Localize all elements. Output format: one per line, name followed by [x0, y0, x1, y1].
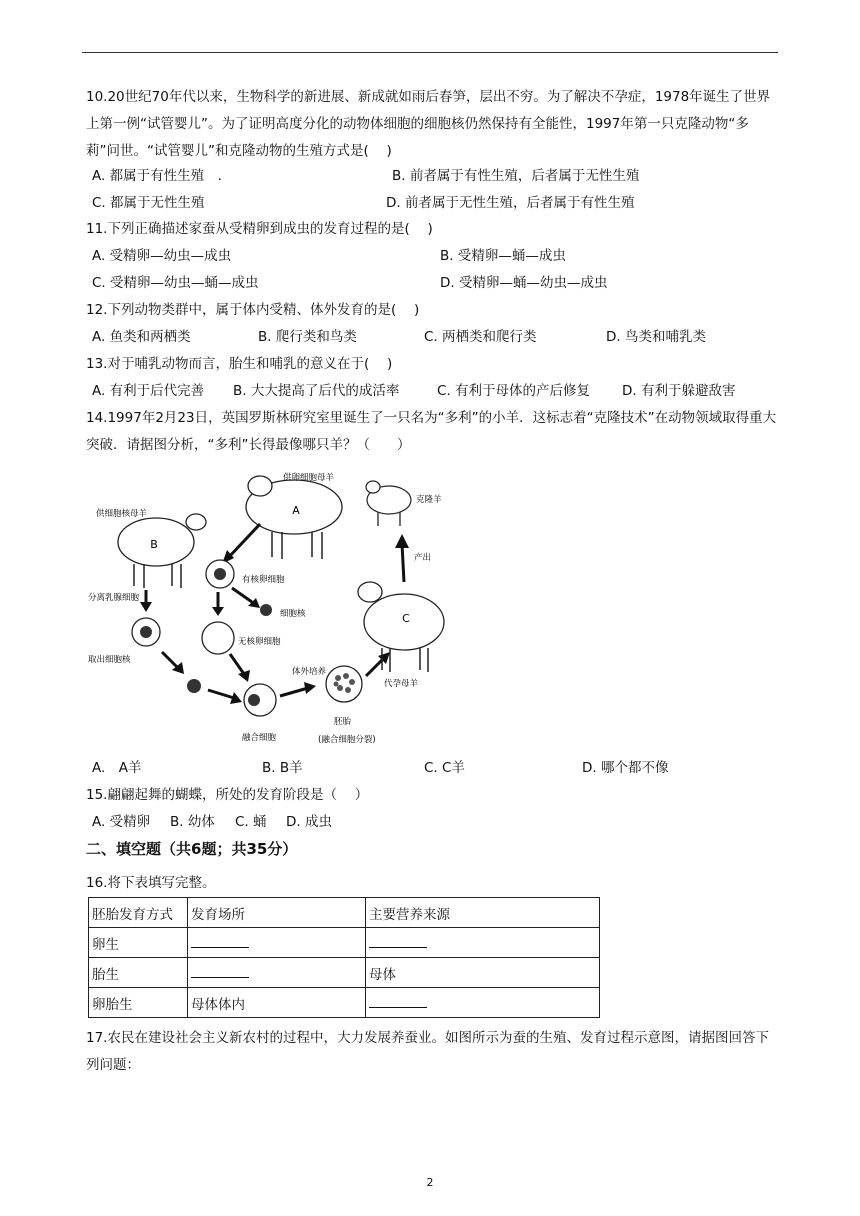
q15-option-d: D. 成虫 — [286, 814, 332, 830]
question-15-text: 15.翩翩起舞的蝴蝶，所处的发育阶段是（ ） — [86, 787, 369, 803]
birth-label: 产出 — [414, 553, 432, 563]
fill-table — [88, 897, 600, 1018]
question-13-text: 13.对于哺乳动物而言，胎生和哺乳的意义在于( ) — [86, 356, 393, 372]
table-cell: 卵生 — [89, 928, 188, 958]
table-cell: 母体体内 — [188, 988, 366, 1018]
q14-option-a: A. A羊 — [92, 760, 142, 776]
nucleus-label: 细胞核 — [280, 609, 306, 619]
clone-sheep — [366, 481, 411, 526]
answer-blank[interactable] — [366, 928, 600, 958]
question-16-text: 16.将下表填写完整。 — [86, 875, 216, 891]
answer-blank[interactable] — [366, 988, 600, 1018]
sheep-a — [246, 476, 342, 559]
question-11-text: 11.下列正确描述家蚕从受精卵到成虫的发育过程的是( ) — [86, 221, 433, 237]
q10-option-a: A. 都属于有性生殖 . — [92, 168, 222, 184]
question-14-text: 14.1997年2月23日，英国罗斯林研究室里诞生了一只名为“多利”的小羊．这标志着“克隆技术”在动物领域取得重大突破．请据图分析，“多利”长得最像哪只羊？（ ） — [86, 410, 777, 453]
surrogate-label: 代孕母羊 — [384, 679, 419, 689]
answer-blank[interactable] — [188, 958, 366, 988]
cloning-diagram — [84, 462, 464, 752]
culture-label: 体外培养 — [292, 667, 327, 677]
q12-option-a: A. 鱼类和两栖类 — [92, 329, 191, 345]
table-header-row — [89, 898, 600, 928]
q10-option-d: D. 前者属于无性生殖，后者属于有性生殖 — [386, 195, 635, 211]
mammary-cell-label: 分离乳腺细胞 — [88, 593, 140, 603]
q15-option-b: B. 幼体 — [170, 814, 215, 830]
take-nucleus-label: 取出细胞核 — [88, 655, 131, 665]
table-row — [89, 988, 600, 1018]
q10-option-b: B. 前者属于有性生殖，后者属于无性生殖 — [392, 168, 640, 184]
question-17-text: 17.农民在建设社会主义新农村的过程中，大力发展养蚕业。如图所示为蚕的生殖、发育过程示意图，请据图回答下列问题： — [86, 1030, 769, 1073]
page-number: 2 — [426, 1176, 434, 1189]
sheep-a-label: A — [292, 504, 300, 517]
q13-option-b: B. 大大提高了后代的成活率 — [233, 383, 400, 399]
q10-option-c: C. 都属于无性生殖 — [92, 195, 205, 211]
q14-option-b: B. B羊 — [262, 760, 303, 776]
q11-option-b: B. 受精卵—蛹—成虫 — [440, 248, 566, 264]
q12-option-c: C. 两栖类和爬行类 — [424, 329, 537, 345]
table-row — [89, 928, 600, 958]
question-10-text: 10.20世纪70年代以来，生物科学的新进展、新成就如雨后春笋，层出不穷。为了解决不孕症，1978年诞生了世界上第一例“试管婴儿”。为了证明高度分化的动物体细胞的细胞核仍然保持有全能性，1997年第一只克隆动物“多莉”问世。“试管婴儿”和克隆动物的生殖方式是( ) — [86, 89, 771, 159]
q12-option-b: B. 爬行类和鸟类 — [258, 329, 357, 345]
q11-option-a: A. 受精卵—幼虫—成虫 — [92, 248, 232, 264]
q11-option-d: D. 受精卵—蛹—幼虫—成虫 — [440, 275, 608, 291]
q13-option-a: A. 有利于后代完善 — [92, 383, 205, 399]
sheep-c — [358, 582, 444, 672]
nucleus-donor-label: 供细胞核母羊 — [96, 509, 148, 519]
table-header: 胚胎发育方式 — [89, 898, 188, 928]
enucleated-egg-label: 无核卵细胞 — [238, 637, 281, 647]
q15-option-a: A. 受精卵 — [92, 814, 151, 830]
q15-option-c: C. 蛹 — [235, 814, 267, 830]
table-cell: 卵胎生 — [89, 988, 188, 1018]
q12-option-d: D. 鸟类和哺乳类 — [606, 329, 706, 345]
table-header: 发育场所 — [188, 898, 366, 928]
clone-label: 克隆羊 — [416, 495, 442, 505]
nucleated-egg-label: 有核卵细胞 — [242, 575, 285, 585]
answer-blank[interactable] — [188, 928, 366, 958]
section-title: 二、填空题（共6题；共35分） — [86, 840, 298, 858]
embryo-note: (融合细胞分裂) — [318, 735, 376, 745]
table-cell: 胎生 — [89, 958, 188, 988]
q13-option-c: C. 有利于母体的产后修复 — [437, 383, 591, 399]
q14-option-c: C. C羊 — [424, 760, 465, 776]
sheep-b — [118, 514, 206, 588]
question-12-text: 12.下列动物类群中，属于体内受精、体外发育的是( ) — [86, 302, 420, 318]
q11-option-c: C. 受精卵—幼虫—蛹—成虫 — [92, 275, 259, 291]
sheep-c-label: C — [402, 612, 410, 625]
sheep-b-label: B — [150, 538, 158, 551]
q13-option-d: D. 有利于躲避敌害 — [622, 383, 736, 399]
header-rule — [82, 52, 778, 53]
egg-donor-label: 供卵细胞母羊 — [283, 473, 335, 483]
table-row — [89, 958, 600, 988]
embryo-label: 胚胎 — [334, 717, 352, 727]
table-cell: 母体 — [366, 958, 600, 988]
table-header: 主要营养来源 — [366, 898, 600, 928]
fused-cell-label: 融合细胞 — [242, 733, 277, 743]
q14-option-d: D. 哪个都不像 — [582, 760, 669, 776]
